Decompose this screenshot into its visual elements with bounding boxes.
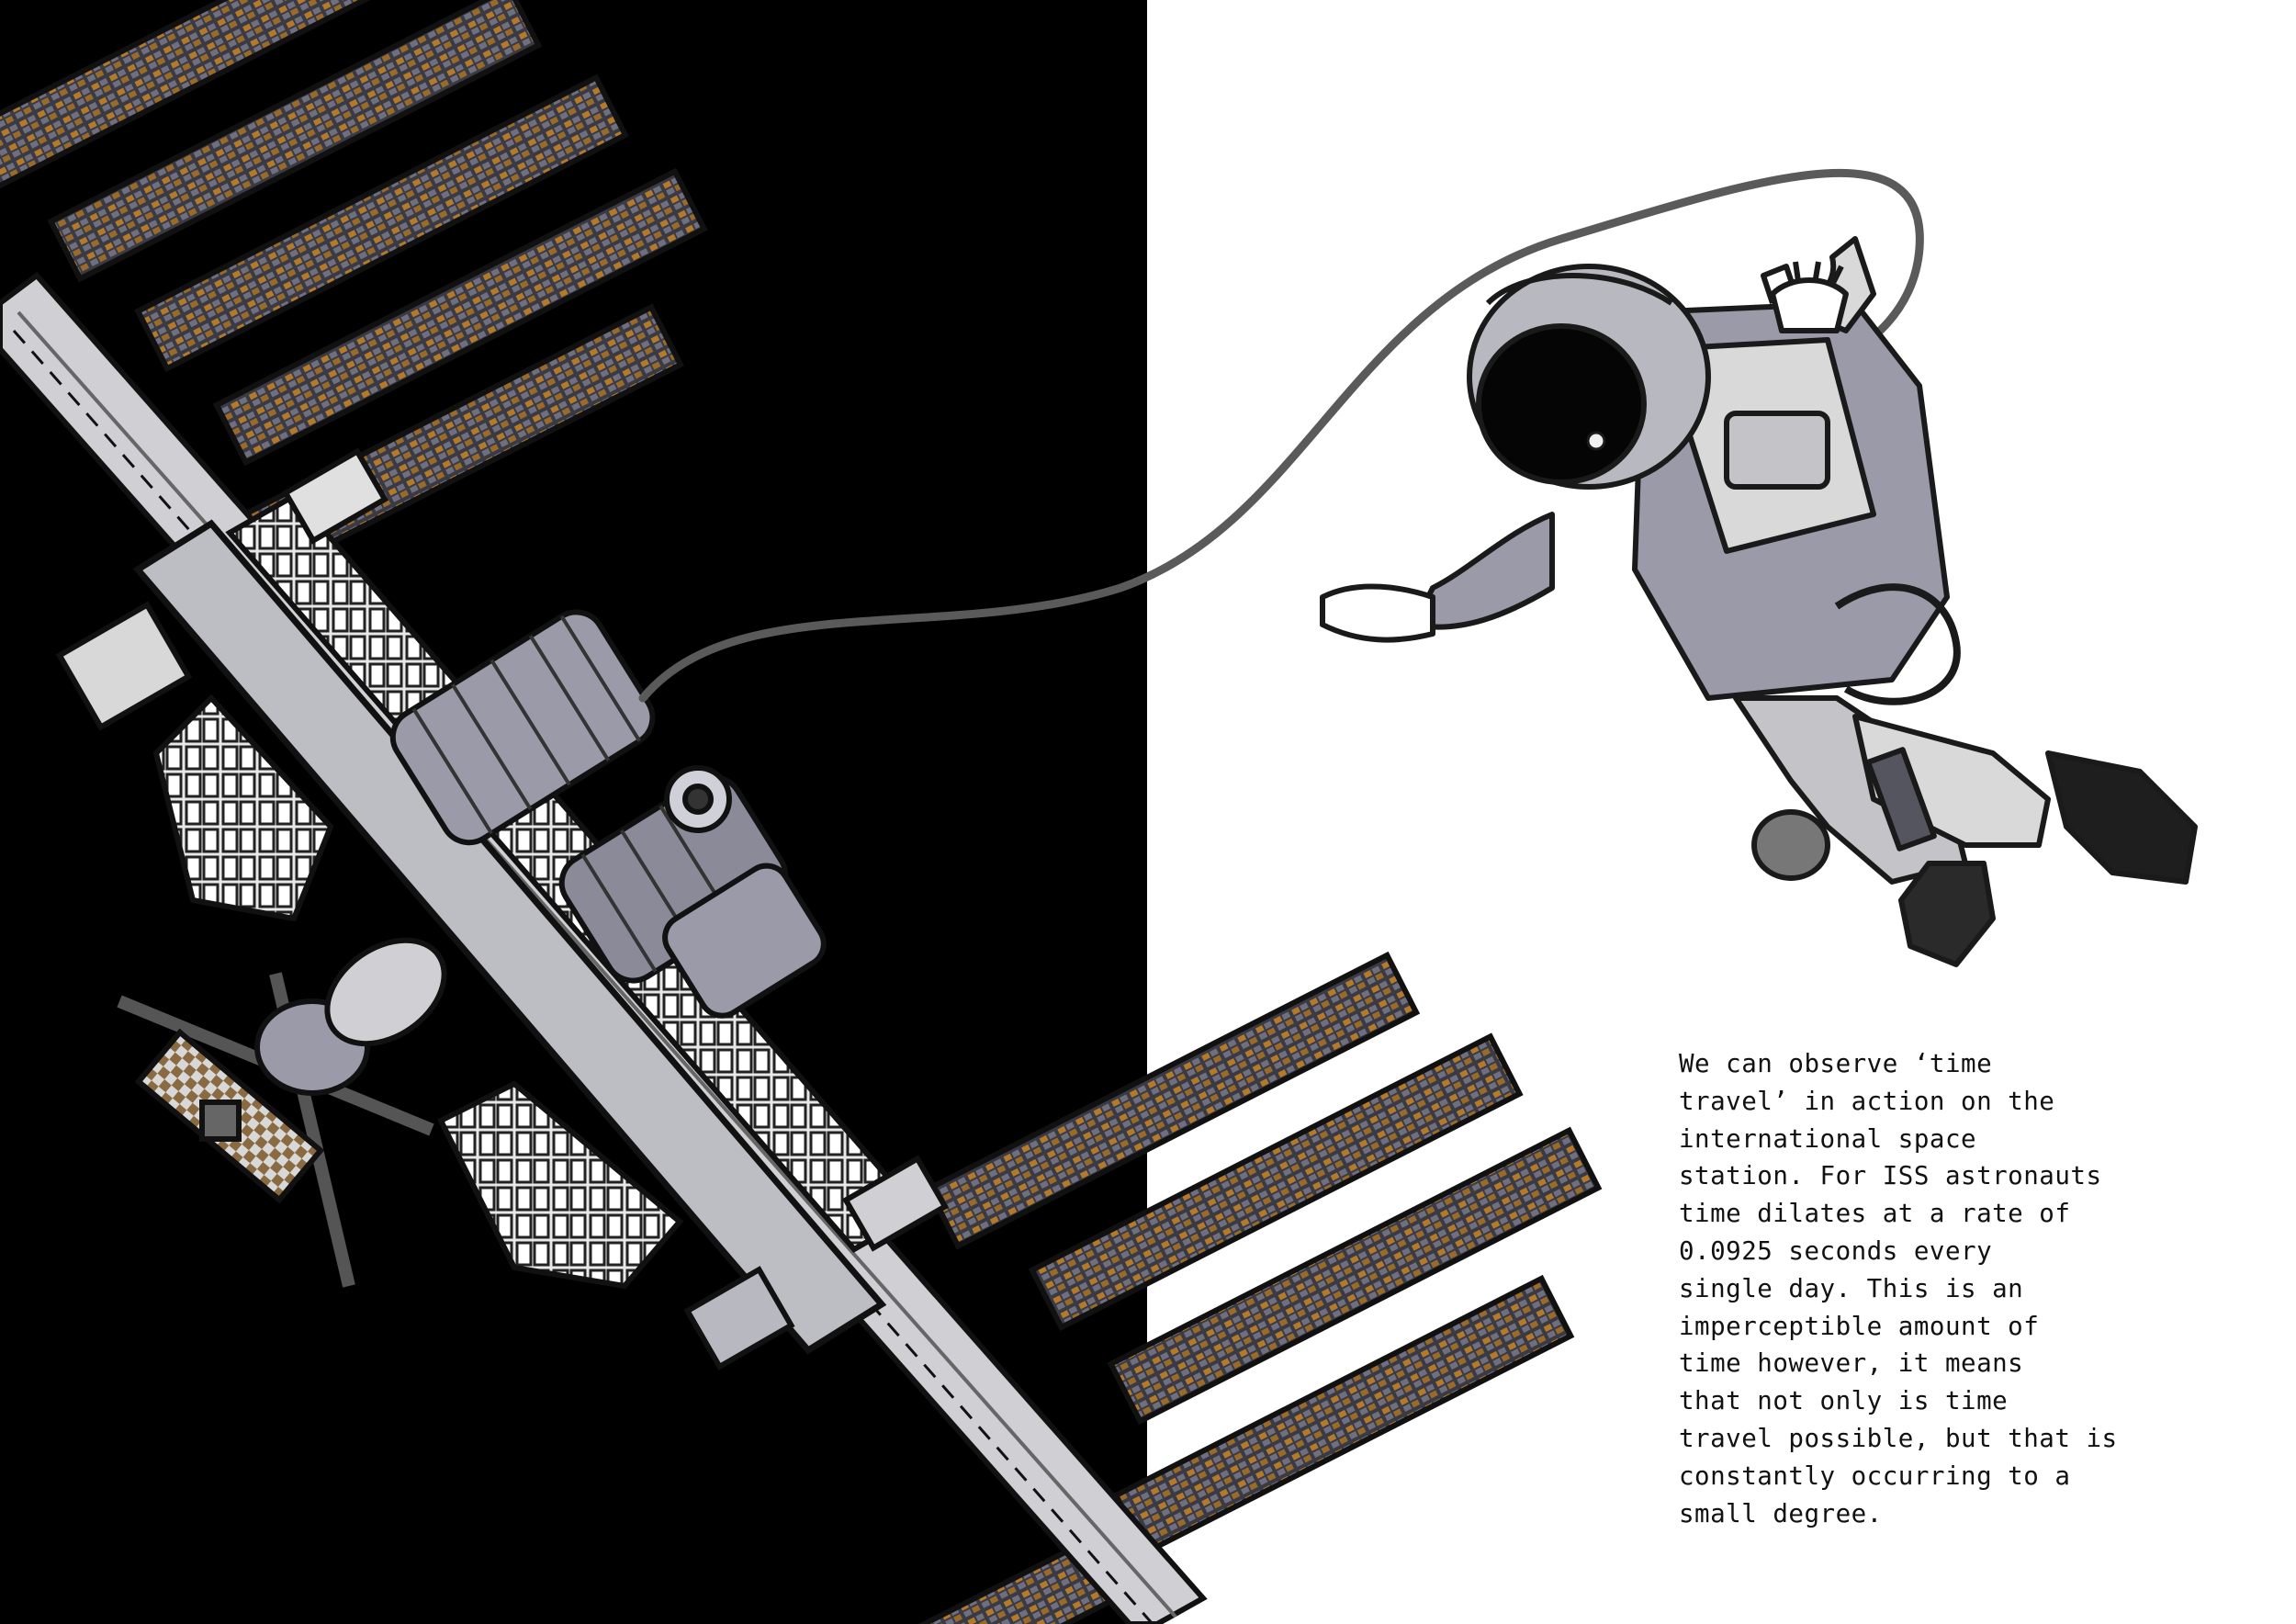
caption-line: travel possible, but that is — [1679, 1423, 2118, 1453]
caption-line: We can observe ‘time — [1679, 1049, 1993, 1078]
caption-line: travel’ in action on the — [1679, 1086, 2055, 1116]
caption-line: single day. This is an — [1679, 1273, 2024, 1303]
pressurized-module — [382, 602, 831, 1024]
caption-line: time dilates at a rate of — [1679, 1199, 2071, 1229]
astronaut-icon — [1322, 239, 2195, 964]
caption-line: station. For ISS astronauts — [1679, 1161, 2102, 1191]
docked-spacecraft — [119, 919, 464, 1286]
solar-array-upper — [0, 0, 754, 615]
caption-line: time however, it means — [1679, 1348, 2024, 1379]
caption-paragraph — [1679, 1045, 2156, 1532]
caption-line: imperceptible amount of — [1679, 1311, 2040, 1341]
caption-line: international space — [1679, 1123, 1977, 1154]
caption-line: small degree. — [1679, 1498, 1883, 1528]
caption-line: constantly occurring to a — [1679, 1460, 2071, 1491]
caption-line: 0.0925 seconds every — [1679, 1235, 1993, 1266]
caption-line: that not only is time — [1679, 1386, 2009, 1416]
